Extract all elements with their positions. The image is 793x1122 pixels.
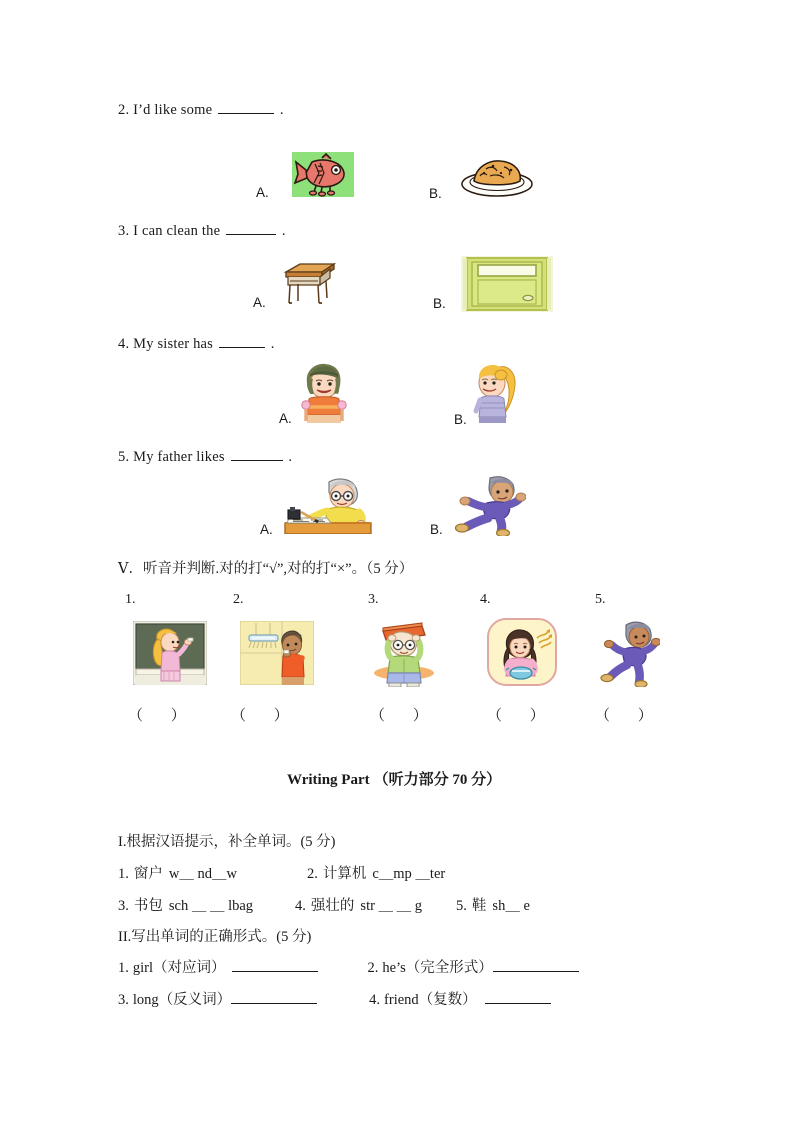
question-2-blank	[218, 101, 274, 114]
section-v-item-4-answer-box[interactable]: （ ）	[487, 708, 557, 724]
section-ii-item-4-hint: （复数）	[418, 992, 477, 1008]
boy-running-picture	[598, 615, 660, 687]
section-ii-row-2	[118, 988, 551, 1009]
section-i-row-2	[118, 894, 530, 915]
section-ii-item-2-number: 2.	[367, 960, 379, 976]
plate-of-chicken-picture	[460, 158, 535, 198]
section-ii-item-4-answer-blank[interactable]	[485, 992, 551, 1004]
section-v-item-5-answer-box[interactable]: （ ）	[595, 708, 665, 724]
man-drawing-picture	[283, 474, 375, 534]
section-ii-item-1-answer-blank[interactable]	[232, 960, 318, 972]
section-ii-item-3-number: 3.	[118, 992, 129, 1008]
question-5-option-a-label: A.	[260, 522, 273, 537]
door-picture	[461, 256, 553, 312]
writing-part-title-en: Writing Part	[287, 772, 370, 788]
question-5-text	[118, 448, 292, 466]
section-i-item-5-number: 5.	[456, 898, 467, 914]
girl-writing-blackboard-picture	[133, 621, 207, 685]
question-3-blank	[226, 222, 276, 235]
section-v-item-5-number: 5.	[595, 592, 606, 607]
section-ii-row-1	[118, 956, 579, 977]
question-2-suffix: .	[279, 102, 284, 118]
section-ii-item-2-answer-blank[interactable]	[493, 960, 579, 972]
section-i-item-4-cn: 强壮的	[310, 898, 355, 914]
section-v-item-3-answer-box[interactable]: （ ）	[370, 708, 440, 724]
section-i-item-2-cn: 计算机	[322, 866, 367, 882]
girl-short-hair-picture	[297, 361, 349, 423]
question-4-option-b-label: B.	[454, 412, 467, 427]
section-i-item-4-number: 4.	[295, 898, 306, 914]
section-ii-item-3-word: long	[132, 992, 159, 1008]
section-ii-item-1-hint: （对应词）	[153, 960, 226, 976]
man-running-picture	[450, 474, 526, 536]
question-2-option-a-label: A.	[256, 185, 269, 200]
question-5-blank	[231, 448, 283, 461]
section-i-item-3-word[interactable]: sch ＿ ＿ lbag	[168, 898, 254, 914]
section-v-item-1-answer-box[interactable]: （ ）	[128, 708, 198, 724]
section-i-item-1-word[interactable]: w＿ nd＿w	[168, 866, 237, 882]
section-ii-item-3-answer-blank[interactable]	[231, 992, 317, 1004]
girl-long-ponytail-picture	[470, 359, 522, 423]
section-i-item-1-number: 1.	[118, 866, 129, 882]
writing-part-title-cn: （听力部分 70 分）	[373, 772, 502, 788]
boy-carrying-book-picture	[370, 615, 438, 687]
girl-listening-music-picture	[487, 618, 557, 686]
section-ii-item-4-number: 4.	[369, 992, 381, 1008]
question-3-prefix: 3. I can clean the	[118, 223, 221, 239]
section-v-item-1-number: 1.	[125, 592, 136, 607]
question-4-text	[118, 335, 275, 353]
question-5-suffix: .	[288, 449, 293, 465]
question-3-suffix: .	[281, 223, 286, 239]
section-ii-item-3-hint: （反义词）	[158, 992, 232, 1008]
boy-cleaning-window-picture	[240, 621, 314, 685]
section-i-item-2-word[interactable]: c＿mp ＿ter	[372, 866, 446, 882]
section-v-item-3-number: 3.	[368, 592, 379, 607]
section-i-item-2-number: 2.	[306, 866, 318, 882]
question-2-text	[118, 101, 284, 119]
section-i-item-3-number: 3.	[118, 898, 129, 914]
writing-part-title	[287, 768, 501, 789]
section-v-item-4-number: 4.	[480, 592, 491, 607]
question-4-suffix: .	[270, 336, 275, 352]
section-ii-item-1-number: 1.	[118, 960, 129, 976]
section-ii-item-4-word: friend	[384, 992, 419, 1008]
question-4-option-a-label: A.	[279, 411, 292, 426]
desk-picture	[278, 258, 338, 308]
question-2-prefix: 2. I’d like some	[118, 102, 213, 118]
section-ii-item-2-hint: （完全形式）	[405, 960, 493, 976]
section-i-item-4-word[interactable]: str ＿ ＿ g	[360, 898, 423, 914]
section-i-row-1	[118, 862, 445, 883]
section-ii-item-1-word: girl	[132, 960, 154, 976]
question-3-option-b-label: B.	[433, 296, 446, 311]
question-5-option-b-label: B.	[430, 522, 443, 537]
section-i-item-3-cn: 书包	[133, 898, 163, 914]
question-3-text	[118, 222, 286, 240]
section-v-heading: Ⅴ．听音并判断.对的打“√”,对的打“×”。（5 分）	[118, 561, 414, 577]
fish-picture	[292, 152, 354, 197]
section-i-item-1-cn: 窗户	[133, 866, 163, 882]
question-4-blank	[219, 335, 265, 348]
section-i-item-5-cn: 鞋	[471, 898, 487, 914]
question-4-prefix: 4. My sister has	[118, 336, 214, 352]
question-3-option-a-label: A.	[253, 295, 266, 310]
section-i-item-5-word[interactable]: sh＿ e	[492, 898, 530, 914]
section-i-heading: I.根据汉语提示，补全单词。(5 分)	[118, 834, 336, 850]
question-5-prefix: 5. My father likes	[118, 449, 225, 465]
question-2-option-b-label: B.	[429, 186, 442, 201]
section-ii-heading: II.写出单词的正确形式。(5 分)	[118, 929, 312, 945]
section-v-item-2-answer-box[interactable]: （ ）	[231, 708, 301, 724]
section-ii-item-2-word: he’s	[382, 960, 406, 976]
section-v-item-2-number: 2.	[233, 592, 244, 607]
